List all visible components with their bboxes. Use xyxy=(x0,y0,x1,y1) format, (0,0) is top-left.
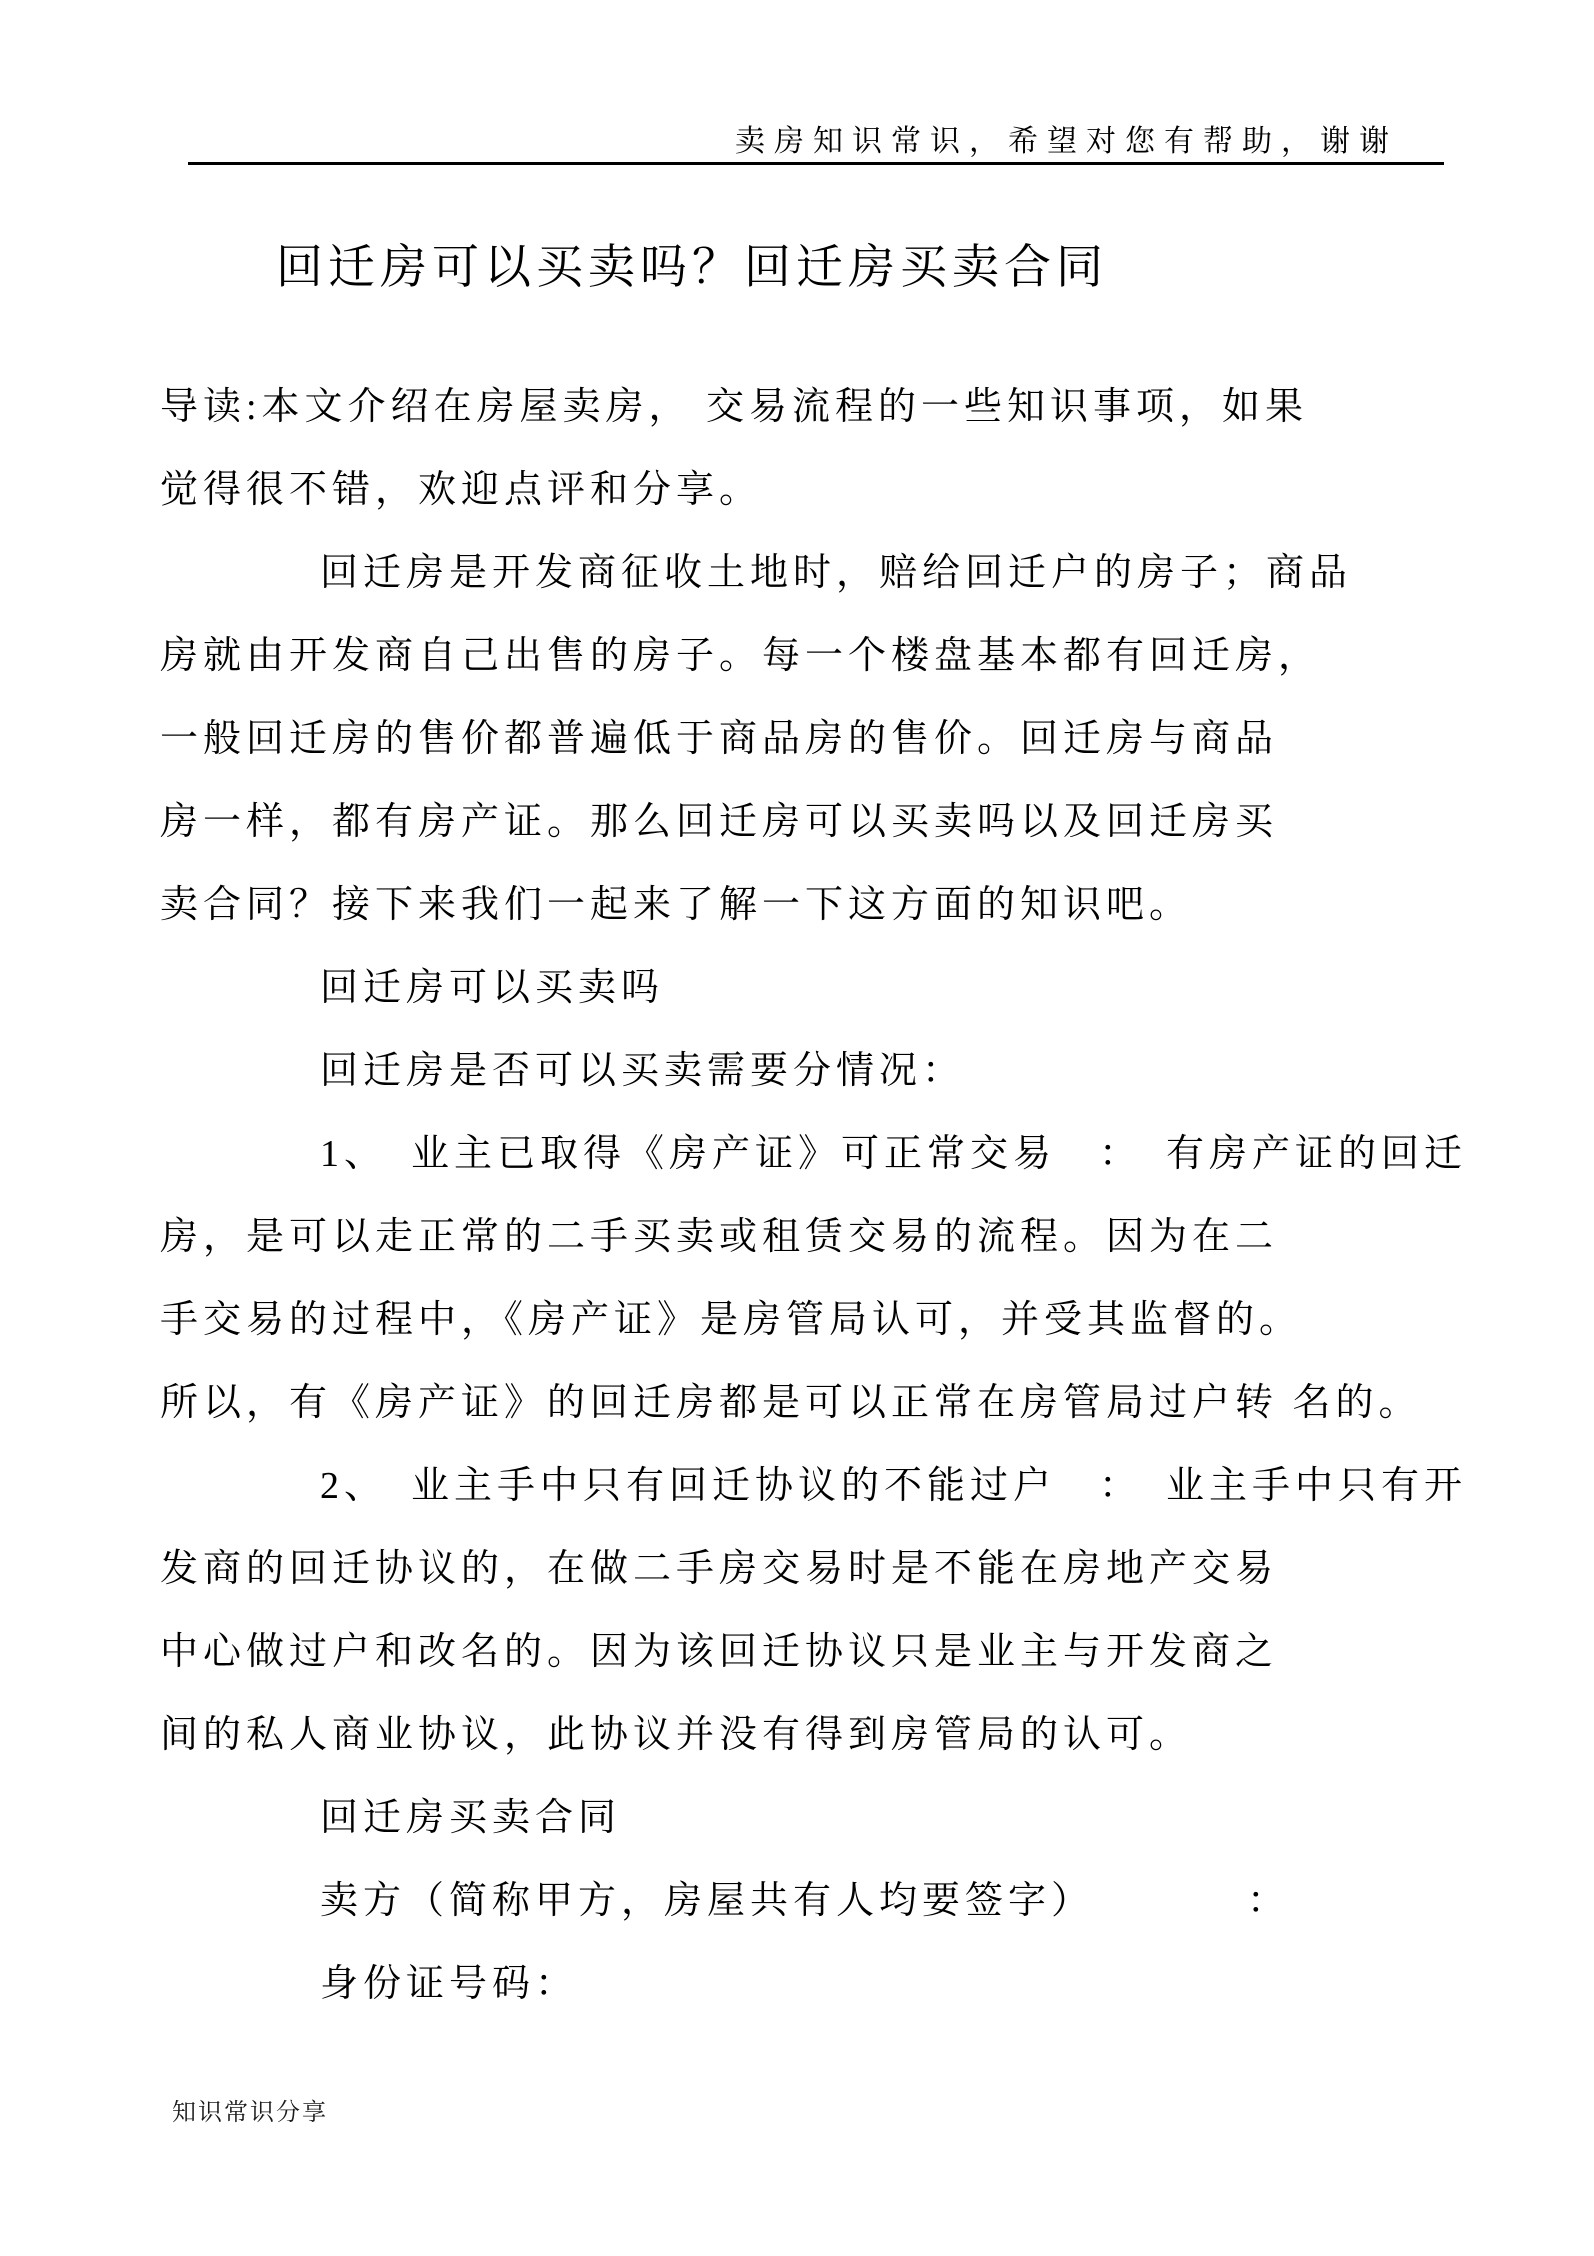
text-line: 房一样，都有房产证。那么回迁房可以买卖吗以及回迁房买 xyxy=(160,801,1279,843)
text-line: 卖方（简称甲方，房屋共有人均要签字） ： xyxy=(320,1880,1291,1922)
page-title: 回迁房可以买卖吗？回迁房买卖合同 xyxy=(276,242,1108,294)
text-line: 卖合同？接下来我们一起来了解一下这方面的知识吧。 xyxy=(160,884,1193,926)
header-rule xyxy=(188,162,1444,165)
text-line: 回迁房买卖合同 xyxy=(320,1797,622,1839)
text-line: 一般回迁房的售价都普遍低于商品房的售价。回迁房与商品 xyxy=(160,718,1279,760)
body-text xyxy=(160,366,1550,2026)
text-line: 觉得很不错，欢迎点评和分享。 xyxy=(160,469,763,511)
text-line: 1、 业主已取得《房产证》可正常交易 ： 有房产证的回迁 xyxy=(320,1133,1468,1175)
text-line: 身份证号码： xyxy=(320,1963,579,2005)
text-line: 2、 业主手中只有回迁协议的不能过户 ： 业主手中只有开 xyxy=(320,1465,1468,1507)
text-line: 手交易的过程中，《房产证》是房管局认可，并受其监督的。 xyxy=(160,1299,1303,1341)
text-line: 回迁房是否可以买卖需要分情况： xyxy=(320,1050,966,1092)
header-note: 卖房知识常识，希望对您有帮助，谢谢 xyxy=(735,125,1398,158)
text-line: 所以，有《房产证》的回迁房都是可以正常在房管局过户转 名的。 xyxy=(160,1382,1422,1424)
text-line: 间的私人商业协议，此协议并没有得到房管局的认可。 xyxy=(160,1714,1193,1756)
text-line: 回迁房可以买卖吗 xyxy=(320,967,665,1009)
text-line: 回迁房是开发商征收土地时，赔给回迁户的房子；商品 xyxy=(320,552,1353,594)
text-line: 导读:本文介绍在房屋卖房， 交易流程的一些知识事项，如果 xyxy=(160,386,1309,428)
text-line: 中心做过户和改名的。因为该回迁协议只是业主与开发商之 xyxy=(160,1631,1279,1673)
footer-note: 知识常识分享 xyxy=(172,2100,328,2126)
text-line: 发商的回迁协议的，在做二手房交易时是不能在房地产交易 xyxy=(160,1548,1279,1590)
text-line: 房，是可以走正常的二手买卖或租赁交易的流程。因为在二 xyxy=(160,1216,1279,1258)
text-line: 房就由开发商自己出售的房子。每一个楼盘基本都有回迁房， xyxy=(160,635,1322,677)
